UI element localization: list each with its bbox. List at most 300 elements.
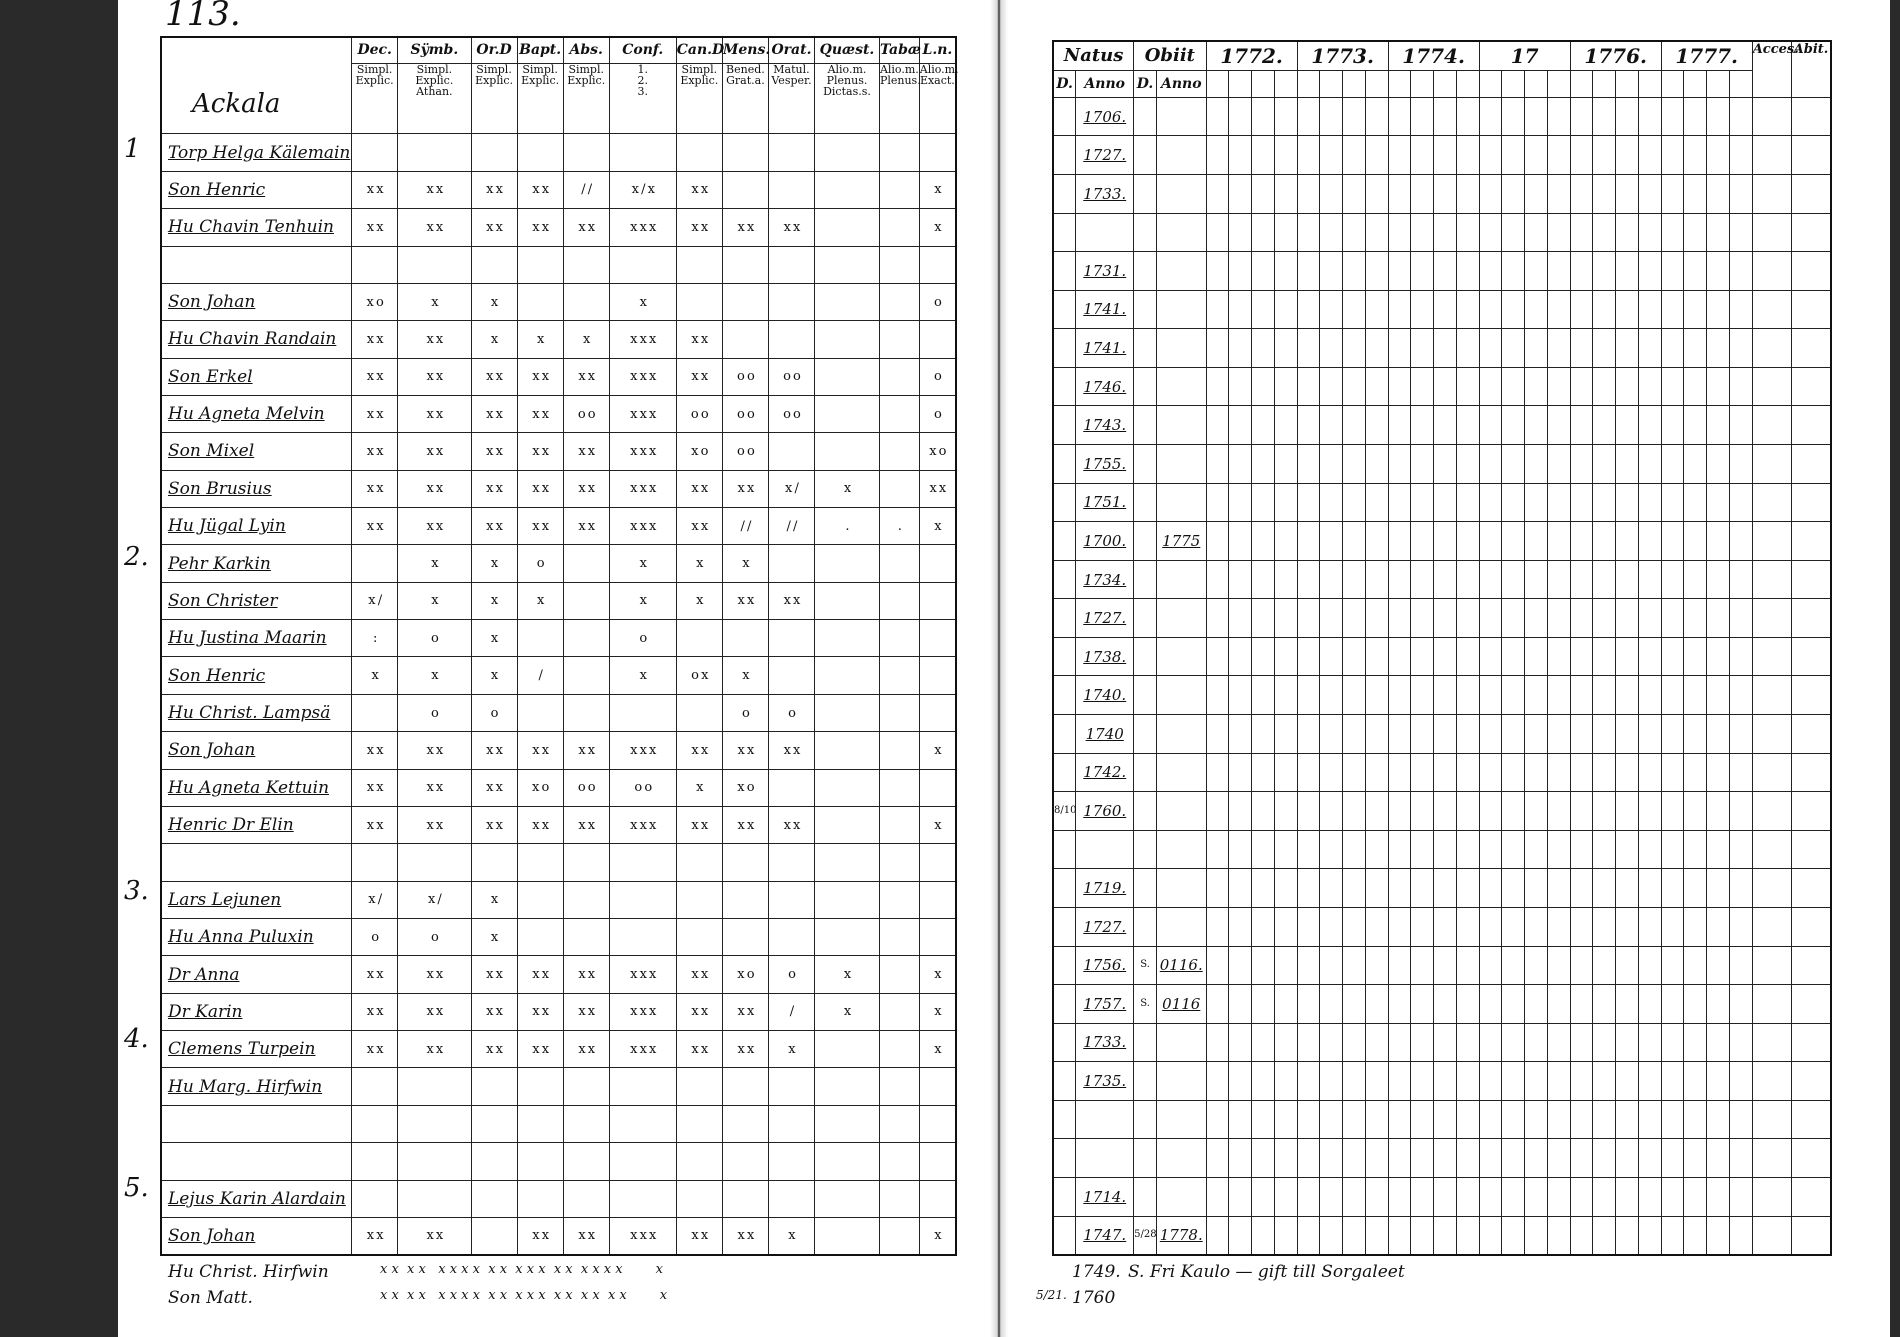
attendance-cell (1616, 753, 1639, 792)
exam-mark: x x (471, 769, 517, 806)
exam-mark: x x (563, 433, 609, 470)
attendance-cell (1479, 406, 1502, 445)
attendance-cell (1434, 213, 1457, 252)
attendance-cell (1229, 252, 1252, 291)
attendance-cell (1525, 637, 1548, 676)
attendance-cell (1479, 869, 1502, 908)
abit-cell (1791, 97, 1831, 136)
attendance-cell (1502, 946, 1525, 985)
table-row (161, 1217, 956, 1255)
attendance-cell (1479, 1177, 1502, 1216)
exam-mark: x x (517, 470, 563, 507)
exam-mark: / (768, 993, 814, 1030)
table-row (1053, 1177, 1831, 1216)
exam-mark: x (471, 283, 517, 320)
attendance-cell (1456, 869, 1479, 908)
attendance-cell (1274, 367, 1297, 406)
attendance-cell (1434, 560, 1457, 599)
attendance-cell (1593, 213, 1616, 252)
exam-mark (609, 1143, 676, 1180)
exam-mark (879, 1180, 919, 1217)
attendance-cell (1661, 599, 1684, 638)
attendance-cell (1525, 1177, 1548, 1216)
attendance-cell (1616, 329, 1639, 368)
exam-mark (722, 844, 768, 881)
abit-cell (1791, 213, 1831, 252)
attendance-cell (1274, 869, 1297, 908)
attendance-cell (1434, 1139, 1457, 1178)
abit-cell (1791, 1216, 1831, 1255)
birth-year (1076, 830, 1134, 869)
death-day (1134, 869, 1157, 908)
abit-cell (1791, 792, 1831, 831)
attendance-cell (1707, 1216, 1730, 1255)
exam-mark: o o (563, 769, 609, 806)
birth-year: 1740 (1076, 715, 1134, 754)
exam-mark: x (815, 993, 880, 1030)
acces-cell (1752, 1216, 1791, 1255)
attendance-cell (1661, 1216, 1684, 1255)
exam-mark (352, 1105, 398, 1142)
subheader-label: Simpl. (522, 62, 558, 76)
attendance-cell (1252, 483, 1275, 522)
exam-mark (879, 1105, 919, 1142)
acces-cell (1752, 676, 1791, 715)
attendance-cell (1593, 1177, 1616, 1216)
exam-mark (815, 844, 880, 881)
attendance-cell (1388, 174, 1411, 213)
exam-mark (398, 1180, 471, 1217)
attendance-cell (1661, 560, 1684, 599)
exam-mark: x x (398, 321, 471, 358)
exam-mark (879, 470, 919, 507)
attendance-cell (1229, 792, 1252, 831)
person-name: Hu Marg. Hirfwin (161, 1068, 352, 1105)
attendance-cell (1365, 329, 1388, 368)
attendance-cell (1274, 483, 1297, 522)
attendance-cell (1343, 1023, 1366, 1062)
attendance-cell (1570, 97, 1593, 136)
attendance-cell (1456, 367, 1479, 406)
attendance-cell (1456, 676, 1479, 715)
exam-mark (398, 1105, 471, 1142)
table-row (1053, 830, 1831, 869)
exam-mark (676, 134, 722, 171)
death-year (1156, 1100, 1206, 1139)
exam-mark: x x (398, 358, 471, 395)
person-name: Son Brusius (161, 470, 352, 507)
attendance-cell (1661, 445, 1684, 484)
attendance-cell (1638, 1216, 1661, 1255)
exam-mark: o o (722, 433, 768, 470)
exam-mark: o o (676, 395, 722, 432)
attendance-cell (1479, 252, 1502, 291)
exam-mark: x x (722, 806, 768, 843)
attendance-cell (1388, 1177, 1411, 1216)
attendance-cell (1479, 1023, 1502, 1062)
attendance-cell (1434, 522, 1457, 561)
birth-day (1053, 637, 1076, 676)
birth-day (1053, 213, 1076, 252)
attendance-cell (1229, 213, 1252, 252)
attendance-cell (1252, 946, 1275, 985)
year-subcolumn (1616, 70, 1639, 97)
attendance-cell (1502, 869, 1525, 908)
attendance-cell (1616, 406, 1639, 445)
attendance-cell (1502, 715, 1525, 754)
attendance-cell (1547, 946, 1570, 985)
attendance-cell (1365, 1139, 1388, 1178)
year-subcolumn (1638, 70, 1661, 97)
exam-mark: x x (563, 1031, 609, 1068)
attendance-cell (1638, 406, 1661, 445)
attendance-cell (1388, 522, 1411, 561)
table-row (1053, 406, 1831, 445)
year-subcolumn (1297, 70, 1320, 97)
person-name: Torp Helga Kälemain (161, 134, 352, 171)
table-row (161, 395, 956, 432)
exam-mark (768, 1068, 814, 1105)
exam-mark: x x (398, 395, 471, 432)
subheader-label: Dictas.s. (823, 84, 871, 98)
death-year (1156, 1177, 1206, 1216)
attendance-cell (1456, 329, 1479, 368)
exam-mark (609, 844, 676, 881)
birth-year: 1734. (1076, 560, 1134, 599)
attendance-cell (1616, 715, 1639, 754)
attendance-cell (1411, 676, 1434, 715)
exam-mark: o o (722, 358, 768, 395)
year-header: 1776. (1570, 41, 1661, 70)
exam-mark: x x x (609, 956, 676, 993)
column-subheader (471, 63, 517, 134)
subheader-label: Alio.m. (827, 62, 867, 76)
attendance-cell (1547, 367, 1570, 406)
attendance-cell (1479, 830, 1502, 869)
attendance-cell (1206, 869, 1229, 908)
exam-mark (815, 620, 880, 657)
attendance-cell (1729, 329, 1752, 368)
death-year (1156, 290, 1206, 329)
attendance-cell (1707, 1139, 1730, 1178)
natus-header: Natus (1053, 41, 1134, 70)
exam-mark: x x (563, 209, 609, 246)
death-year (1156, 1062, 1206, 1101)
attendance-cell (1684, 213, 1707, 252)
attendance-cell (1411, 869, 1434, 908)
attendance-cell (1206, 1100, 1229, 1139)
exam-mark (563, 283, 609, 320)
attendance-cell (1388, 753, 1411, 792)
attendance-cell (1684, 174, 1707, 213)
exam-mark: x (609, 657, 676, 694)
attendance-cell (1229, 985, 1252, 1024)
birth-day: 8/10 (1053, 792, 1076, 831)
attendance-cell (1365, 406, 1388, 445)
exam-mark (398, 844, 471, 881)
attendance-cell (1570, 483, 1593, 522)
death-day (1134, 1177, 1157, 1216)
acces-cell (1752, 367, 1791, 406)
attendance-cell (1502, 136, 1525, 175)
exam-mark: x x x (609, 433, 676, 470)
table-row (161, 470, 956, 507)
attendance-cell (1684, 1177, 1707, 1216)
exam-mark (919, 769, 956, 806)
attendance-cell (1570, 252, 1593, 291)
attendance-cell (1252, 1023, 1275, 1062)
death-year (1156, 483, 1206, 522)
column-subheader (919, 62, 959, 134)
attendance-cell (1297, 329, 1320, 368)
abit-cell (1791, 367, 1831, 406)
extra-person-name: Son Matt. (168, 1288, 253, 1308)
exam-mark: x x (352, 1031, 398, 1068)
year-subcolumn (1274, 70, 1297, 97)
exam-mark (919, 694, 956, 731)
exam-mark (919, 134, 956, 171)
exam-mark: x (919, 1217, 956, 1255)
attendance-cell (1320, 637, 1343, 676)
exam-mark: x x (352, 993, 398, 1030)
year-subcolumn (1229, 70, 1252, 97)
table-row (161, 171, 956, 208)
death-day (1134, 792, 1157, 831)
exam-mark (398, 1143, 471, 1180)
attendance-cell (1456, 1139, 1479, 1178)
attendance-cell (1479, 946, 1502, 985)
attendance-cell (1593, 676, 1616, 715)
attendance-cell (1684, 753, 1707, 792)
attendance-cell (1707, 1177, 1730, 1216)
exam-mark: x x (398, 732, 471, 769)
attendance-cell (1570, 213, 1593, 252)
attendance-cell (1707, 406, 1730, 445)
exam-mark: x (471, 657, 517, 694)
attendance-cell (1206, 1139, 1229, 1178)
column-header: Mens. (722, 37, 768, 63)
exam-mark: x x (352, 470, 398, 507)
person-name: Dr Anna (161, 956, 352, 993)
attendance-cell (1206, 560, 1229, 599)
attendance-cell (1456, 715, 1479, 754)
attendance-cell (1593, 637, 1616, 676)
attendance-cell (1434, 1100, 1457, 1139)
attendance-cell (1388, 907, 1411, 946)
attendance-cell (1479, 715, 1502, 754)
exam-mark: x x (676, 732, 722, 769)
person-name (161, 844, 352, 881)
exam-mark: x (471, 545, 517, 582)
acces-cell (1752, 136, 1791, 175)
exam-mark: x x (563, 358, 609, 395)
death-year (1156, 213, 1206, 252)
acces-cell (1752, 483, 1791, 522)
attendance-cell (1547, 483, 1570, 522)
attendance-cell (1729, 367, 1752, 406)
exam-mark (517, 246, 563, 283)
attendance-cell (1456, 290, 1479, 329)
exam-mark: o o (768, 358, 814, 395)
exam-mark (722, 283, 768, 320)
attendance-cell (1479, 637, 1502, 676)
attendance-cell (1297, 946, 1320, 985)
attendance-cell (1593, 97, 1616, 136)
attendance-cell (1388, 599, 1411, 638)
attendance-cell (1365, 290, 1388, 329)
exam-mark: x o (676, 433, 722, 470)
attendance-cell (1274, 445, 1297, 484)
exam-mark: x x (471, 358, 517, 395)
exam-mark: / (517, 657, 563, 694)
attendance-cell (1274, 252, 1297, 291)
attendance-cell (1502, 406, 1525, 445)
exam-mark: x o (722, 956, 768, 993)
attendance-cell (1229, 522, 1252, 561)
attendance-cell (1252, 985, 1275, 1024)
attendance-cell (1434, 753, 1457, 792)
column-subheader (879, 63, 919, 134)
exam-mark (879, 1143, 919, 1180)
attendance-cell (1707, 907, 1730, 946)
exam-mark (815, 694, 880, 731)
exam-mark: x (768, 1217, 814, 1255)
attendance-cell (1525, 136, 1548, 175)
attendance-cell (1729, 290, 1752, 329)
attendance-cell (1434, 290, 1457, 329)
subheader-label: Plenus. (826, 73, 868, 87)
attendance-cell (1661, 174, 1684, 213)
exam-mark: x x x (609, 395, 676, 432)
exam-mark: x (919, 209, 956, 246)
attendance-cell (1434, 97, 1457, 136)
scan-border-right (1890, 0, 1900, 1337)
exam-mark (768, 545, 814, 582)
attendance-cell (1547, 329, 1570, 368)
attendance-cell (1547, 290, 1570, 329)
table-row (1053, 213, 1831, 252)
exam-mark (517, 620, 563, 657)
attendance-cell (1547, 406, 1570, 445)
person-name: Hu Justina Maarin (161, 620, 352, 657)
attendance-cell (1593, 1062, 1616, 1101)
attendance-cell (1525, 1062, 1548, 1101)
attendance-cell (1729, 637, 1752, 676)
attendance-cell (1343, 136, 1366, 175)
table-row (161, 358, 956, 395)
attendance-cell (1365, 907, 1388, 946)
death-day (1134, 97, 1157, 136)
table-row (161, 881, 956, 918)
death-day (1134, 329, 1157, 368)
acces-cell (1752, 522, 1791, 561)
exam-mark: x (722, 657, 768, 694)
attendance-cell (1320, 599, 1343, 638)
exam-mark: x o (352, 283, 398, 320)
exam-mark (609, 881, 676, 918)
attendance-cell (1411, 213, 1434, 252)
exam-mark (919, 918, 956, 955)
person-name: Hu Agneta Kettuin (161, 769, 352, 806)
attendance-cell (1456, 946, 1479, 985)
attendance-cell (1638, 907, 1661, 946)
attendance-cell (1525, 290, 1548, 329)
exam-mark (471, 1068, 517, 1105)
exam-mark: x x (398, 209, 471, 246)
exam-mark: x x (676, 470, 722, 507)
exam-mark: o (609, 620, 676, 657)
attendance-cell (1593, 406, 1616, 445)
abit-cell (1791, 715, 1831, 754)
exam-mark (768, 1105, 814, 1142)
table-row (1053, 1062, 1831, 1101)
attendance-cell (1547, 753, 1570, 792)
table-row (1053, 483, 1831, 522)
acces-cell (1752, 869, 1791, 908)
birth-day (1053, 830, 1076, 869)
birth-day (1053, 445, 1076, 484)
attendance-cell (1593, 560, 1616, 599)
exam-mark (815, 433, 880, 470)
attendance-cell (1729, 1100, 1752, 1139)
birth-day (1053, 406, 1076, 445)
exam-mark: x x (676, 209, 722, 246)
exam-mark: x x (471, 993, 517, 1030)
acces-cell (1752, 985, 1791, 1024)
exam-mark: x x (676, 993, 722, 1030)
person-name: Son Henric (161, 657, 352, 694)
exam-mark (919, 844, 956, 881)
household-number: 3. (124, 876, 149, 906)
attendance-cell (1365, 599, 1388, 638)
birth-day (1053, 97, 1076, 136)
attendance-cell (1661, 946, 1684, 985)
abit-cell (1791, 445, 1831, 484)
exam-mark: x x (722, 470, 768, 507)
attendance-cell (1274, 753, 1297, 792)
attendance-cell (1570, 907, 1593, 946)
exam-mark (722, 620, 768, 657)
death-year (1156, 367, 1206, 406)
death-year (1156, 252, 1206, 291)
birth-day (1053, 174, 1076, 213)
attendance-cell (1684, 715, 1707, 754)
acces-cell (1752, 560, 1791, 599)
attendance-cell (1274, 676, 1297, 715)
attendance-cell (1411, 830, 1434, 869)
attendance-cell (1570, 329, 1593, 368)
attendance-cell (1411, 792, 1434, 831)
attendance-cell (1684, 560, 1707, 599)
attendance-cell (1434, 136, 1457, 175)
subheader-label: Simpl. (681, 62, 718, 76)
attendance-cell (1661, 367, 1684, 406)
attendance-cell (1456, 136, 1479, 175)
attendance-cell (1434, 174, 1457, 213)
attendance-cell (1434, 1177, 1457, 1216)
attendance-cell (1388, 715, 1411, 754)
attendance-cell (1729, 715, 1752, 754)
attendance-cell (1547, 830, 1570, 869)
exam-mark: o (722, 694, 768, 731)
attendance-cell (1570, 1177, 1593, 1216)
attendance-cell (1684, 1062, 1707, 1101)
year-subcolumn (1479, 70, 1502, 97)
exam-mark: x x (676, 508, 722, 545)
attendance-cell (1593, 367, 1616, 406)
year-subcolumn (1547, 70, 1570, 97)
attendance-cell (1343, 406, 1366, 445)
